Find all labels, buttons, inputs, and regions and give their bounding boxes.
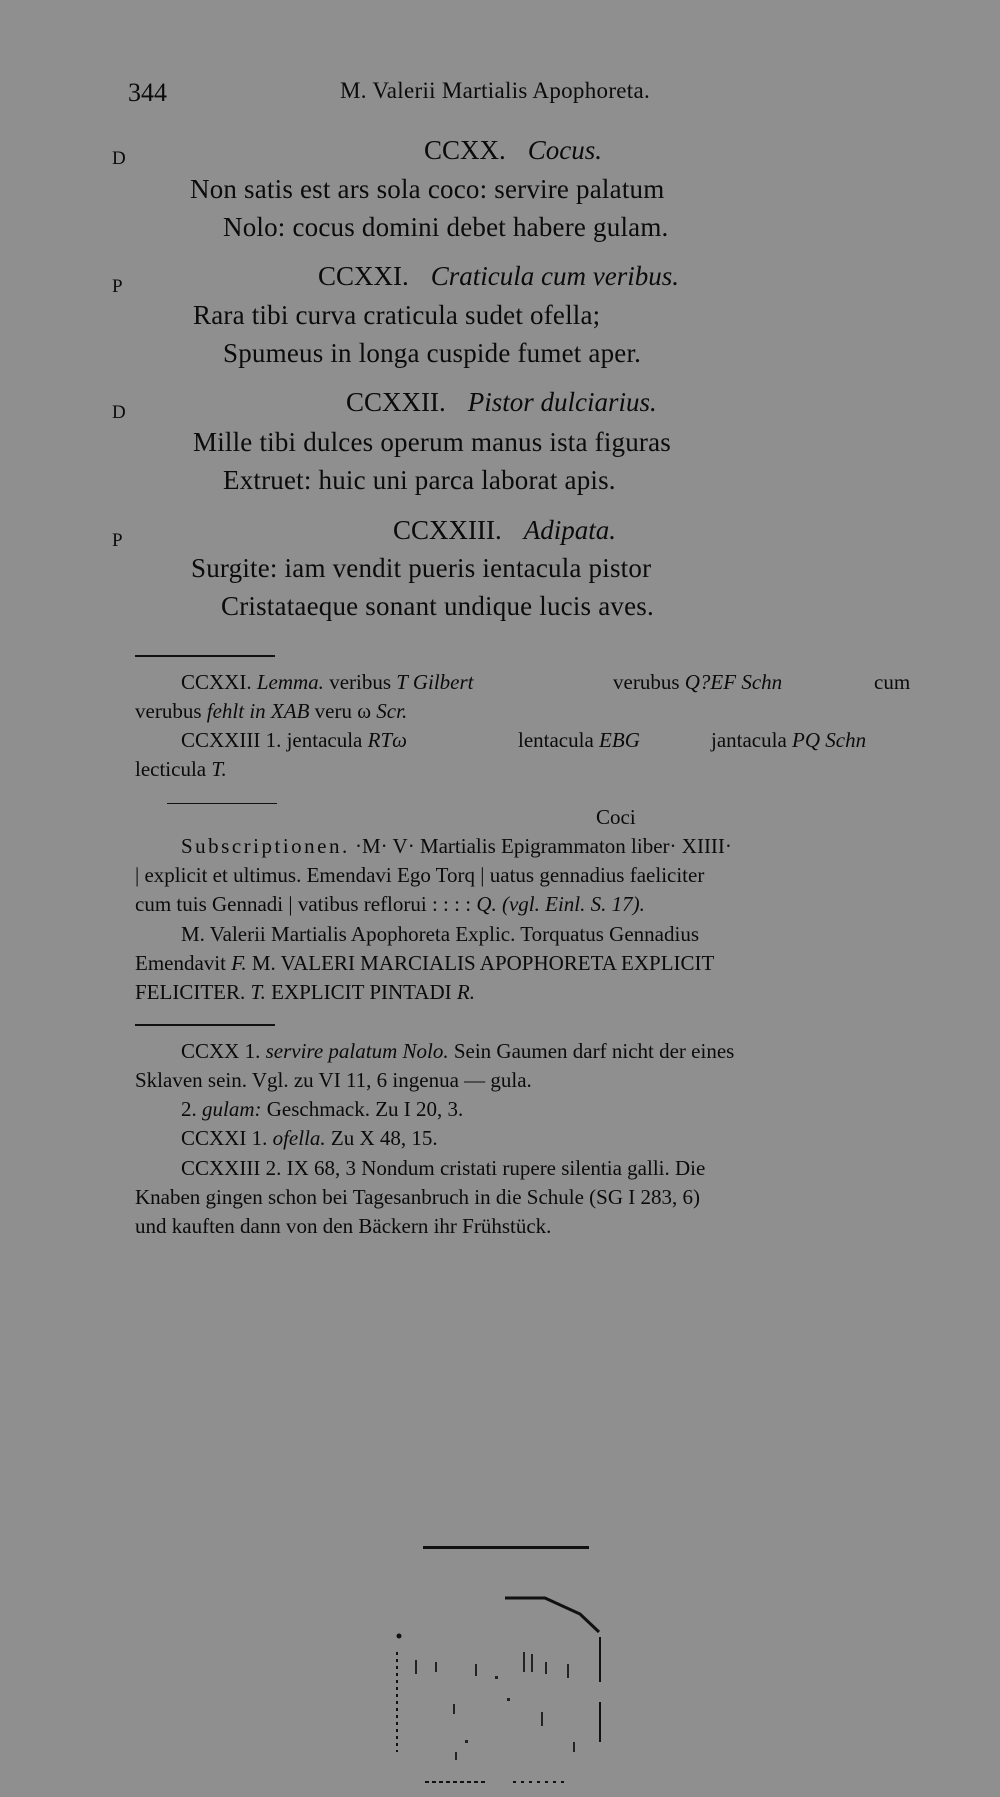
- verse-line: Nolo: cocus domini debet habere gulam.: [223, 212, 669, 242]
- apparatus-line: jantacula PQ Schn: [711, 728, 867, 752]
- poem-heading: [346, 387, 657, 418]
- subscription-line: | explicit et ultimus. Emendavi Ego Torq | uatus gennadius faeliciter: [135, 863, 705, 887]
- poem-number: CCXXI.: [318, 261, 409, 291]
- subscription-line: M. Valerii Martialis Apophoreta Explic. Torquatus Gennadius: [181, 922, 699, 946]
- manuscript-siglum: P: [112, 276, 123, 297]
- commentary-line: 2. gulam: Geschmack. Zu I 20, 3.: [181, 1097, 464, 1121]
- verse-line: Spumeus in longa cuspide fumet aper.: [223, 338, 642, 368]
- commentary-line: CCXX 1. servire palatum Nolo. Sein Gaumen darf nicht der eines: [181, 1039, 735, 1063]
- subscription-heading: Subscriptionen.: [181, 834, 350, 858]
- commentary-line: und kauften dann von den Bäckern ihr Frühstück.: [135, 1214, 552, 1238]
- poem-number: CCXXIII.: [393, 515, 502, 545]
- marginal-note: Coci: [596, 805, 636, 829]
- manuscript-siglum: P: [112, 530, 123, 551]
- verse-line: Surgite: iam vendit pueris ientacula pistor: [191, 553, 652, 583]
- subscription-line: FELICITER. T. EXPLICIT PINTADI R.: [135, 980, 475, 1004]
- apparatus-line: lecticula T.: [135, 757, 227, 781]
- closing-rule: [423, 1546, 589, 1549]
- apparatus-line: lentacula EBG: [518, 728, 640, 752]
- poem-heading: [318, 261, 679, 292]
- poem-number: CCXX.: [424, 135, 506, 165]
- poem-title: Craticula cum veribus.: [430, 261, 679, 291]
- subscription-line: Emendavit F. M. VALERI MARCIALIS APOPHORETA EXPLICIT: [135, 951, 715, 975]
- verse-line: Rara tibi curva craticula sudet ofella;: [193, 300, 601, 330]
- apparatus-line: cum: [874, 670, 911, 694]
- apparatus-line: CCXXI. Lemma. veribus T Gilbert: [181, 670, 474, 694]
- subscription-line: Subscriptionen. ·M· V· Martialis Epigrammaton liber· XIIII·: [181, 834, 732, 858]
- section-rule: [135, 655, 275, 657]
- apparatus-line: verubus Q?EF Schn: [613, 670, 783, 694]
- poem-title: Pistor dulciarius.: [467, 387, 657, 417]
- running-title: M. Valerii Martialis Apophoreta.: [340, 78, 651, 103]
- section-rule: [167, 803, 277, 804]
- verse-line: Extruet: huic uni parca laborat apis.: [223, 465, 616, 495]
- verse-line: Mille tibi dulces operum manus ista figuras: [193, 427, 672, 457]
- page-number: 344: [128, 78, 167, 107]
- manuscript-siglum: D: [112, 148, 126, 169]
- poem-title: Adipata.: [523, 515, 616, 545]
- poem-number: CCXXII.: [346, 387, 446, 417]
- subscription-line: cum tuis Gennadi | vatibus reflorui : : : : Q. (vgl. Einl. S. 17).: [135, 892, 645, 916]
- section-rule: [135, 1024, 275, 1026]
- poem-heading: [424, 135, 602, 166]
- apparatus-line: verubus fehlt in XAB veru ω Scr.: [135, 699, 408, 723]
- poem-title: Cocus.: [527, 135, 603, 165]
- poem-heading: [393, 515, 616, 546]
- commentary-line: CCXXIII 2. IX 68, 3 Nondum cristati rupere silentia galli. Die: [181, 1156, 706, 1180]
- commentary-line: CCXXI 1. ofella. Zu X 48, 15.: [181, 1126, 438, 1150]
- library-stamp: [395, 1592, 617, 1792]
- manuscript-siglum: D: [112, 402, 126, 423]
- verse-line: Cristataeque sonant undique lucis aves.: [221, 591, 654, 621]
- verse-line: Non satis est ars sola coco: servire palatum: [190, 174, 665, 204]
- stamp-graphic: [395, 1592, 617, 1792]
- commentary-line: Knaben gingen schon bei Tagesanbruch in die Schule (SG I 283, 6): [135, 1185, 701, 1209]
- apparatus-line: CCXXIII 1. jentacula RTω: [181, 728, 407, 752]
- commentary-line: Sklaven sein. Vgl. zu VI 11, 6 ingenua — gula.: [135, 1068, 532, 1092]
